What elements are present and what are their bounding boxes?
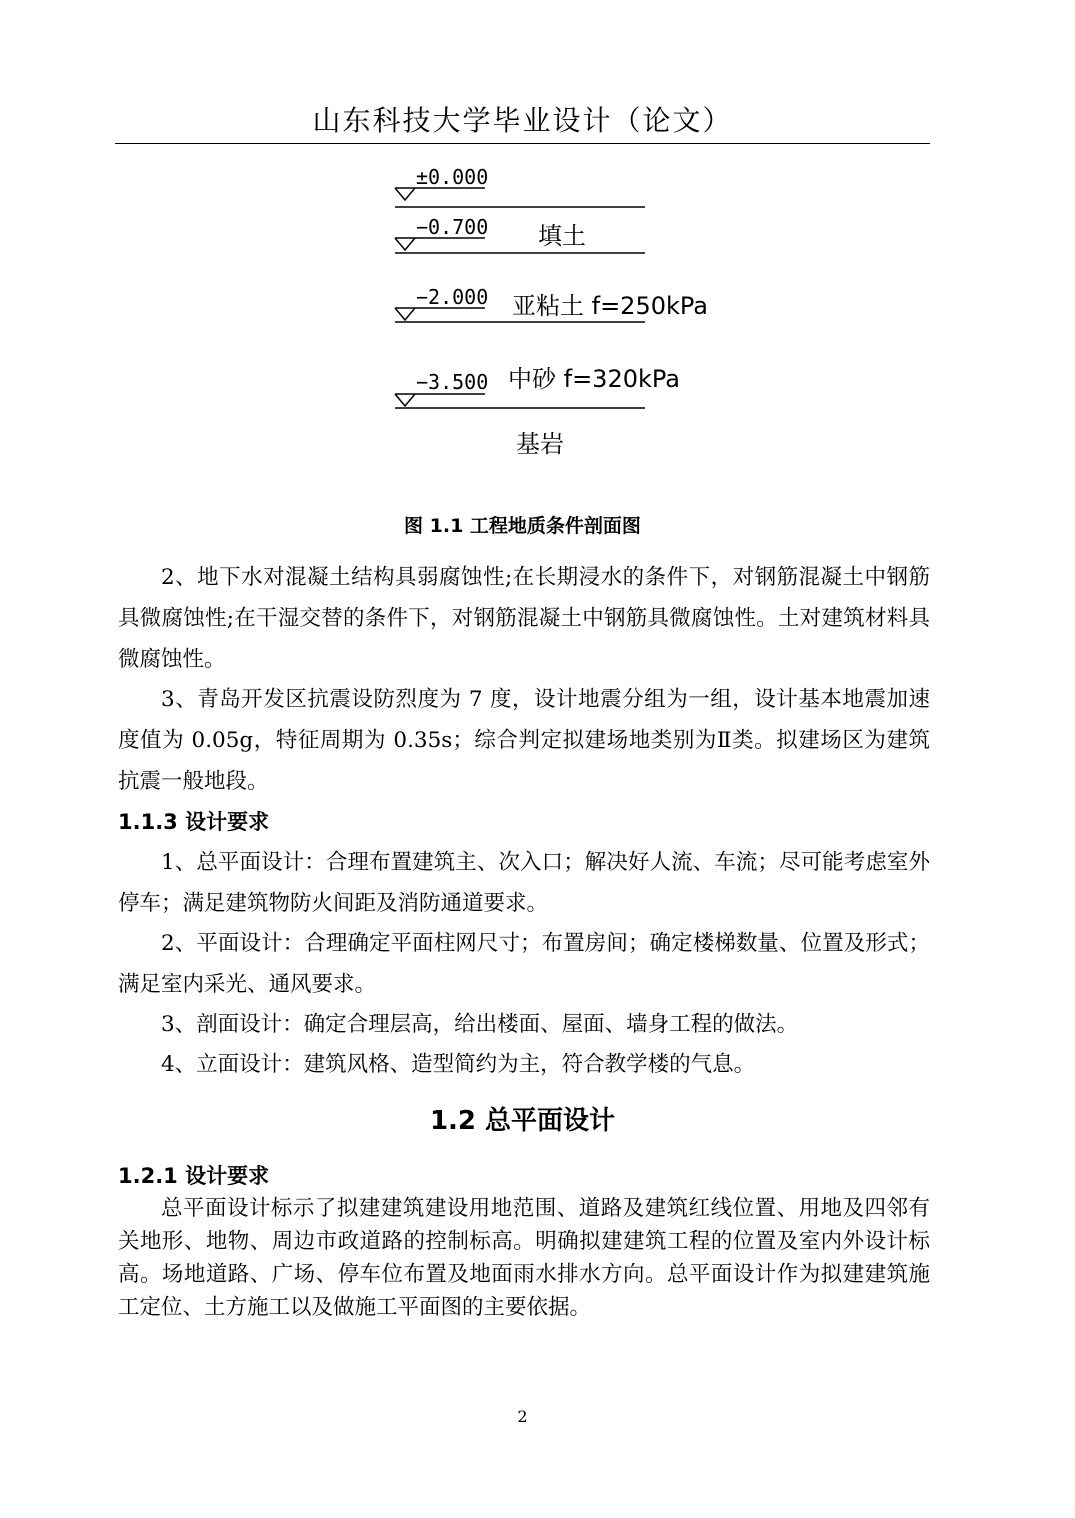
figure-caption: 图 1.1 工程地质条件剖面图 (404, 515, 641, 537)
bottom-layer-label: 基岩 (516, 430, 564, 458)
level-label-0: ±0.000 (416, 165, 489, 189)
level-label-2: −2.000 (416, 285, 489, 309)
heading-1-1-3: 1.1.3 设计要求 (118, 810, 270, 834)
heading-1-2-1: 1.2.1 设计要求 (118, 1164, 270, 1188)
paragraph-requirement-4: 4、立面设计：建筑风格、造型简约为主，符合教学楼的气息。 (161, 1052, 756, 1077)
header-divider (115, 143, 930, 144)
paragraph-seismic: 3、青岛开发区抗震设防烈度为 7 度，设计地震分组为一组，设计基本地震加速度值为 0.05g，特征周期为 0.35s；综合判定拟建场地类别为Ⅱ类。拟建场区为建筑抗震一般地段。 (118, 687, 930, 794)
paragraph-site-plan: 总平面设计标示了拟建建筑建设用地范围、道路及建筑红线位置、用地及四邻有关地形、地物、周边市政道路的控制标高。明确拟建建筑工程的位置及室内外设计标高。场地道路、广场、停车位布置及地面雨水排水方向。总平面设计作为拟建建筑施工定位、土方施工以及做施工平面图的主要依据。 (118, 1196, 930, 1320)
layer-label-1: 填土 (538, 222, 586, 250)
page-number: 2 (517, 1407, 528, 1426)
paragraph-requirement-2: 2、平面设计：合理确定平面柱网尺寸；布置房间；确定楼梯数量、位置及形式；满足室内采光、通风要求。 (118, 931, 930, 997)
level-label-3: −3.500 (416, 370, 489, 394)
geology-profile-figure (380, 158, 740, 468)
level-marker-2 (395, 308, 415, 320)
geology-profile-diagram (380, 158, 740, 468)
level-label-1: −0.700 (416, 215, 489, 239)
paragraph-requirement-3: 3、剖面设计：确定合理层高，给出楼面、屋面、墙身工程的做法。 (161, 1012, 799, 1037)
layer-label-2: 亚粘土 f=250kPa (512, 292, 708, 320)
layer-label-3: 中砂 f=320kPa (508, 365, 680, 393)
level-marker-3 (395, 394, 415, 406)
paragraph-requirement-1: 1、总平面设计：合理布置建筑主、次入口；解决好人流、车流；尽可能考虑室外停车；满足建筑物防火间距及消防通道要求。 (118, 850, 930, 916)
level-marker-1 (395, 238, 415, 250)
page-header-title: 山东科技大学毕业设计（论文） (312, 104, 733, 137)
paragraph-groundwater: 2、地下水对混凝土结构具弱腐蚀性;在长期浸水的条件下，对钢筋混凝土中钢筋具微腐蚀性;在干湿交替的条件下，对钢筋混凝土中钢筋具微腐蚀性。土对建筑材料具微腐蚀性。 (118, 565, 930, 672)
level-marker-0 (395, 188, 415, 200)
section-heading-1-2: 1.2 总平面设计 (429, 1106, 616, 1136)
